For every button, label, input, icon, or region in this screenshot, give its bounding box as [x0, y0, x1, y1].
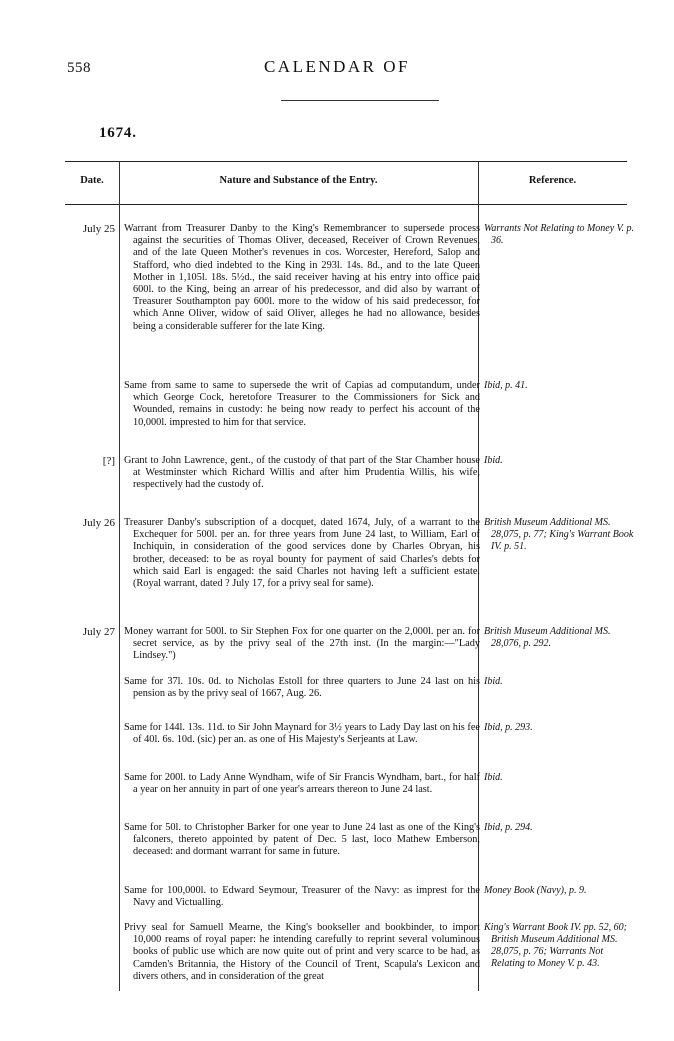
table-header-rule — [65, 204, 627, 205]
entry-text: Treasurer Danby's subscription of a docquet, dated 1674, July, of a warrant to the Exchequer for 500l. per an. for three years from June 24 last, to William, Earl of Inchiquin, in consideration of the good services done by Charles Obryan, his brother, deceased: to be as royal bounty for payment of said Charles's debts for which said Earl is engaged: the said Charles not having left a sufficient estate. (Royal warrant, dated ? July 17, for a privy seal for same). — [124, 517, 480, 590]
entry-text: Same for 200l. to Lady Anne Wyndham, wife of Sir Francis Wyndham, bart., for half a year on her annuity in part of one year's arrears thereon to June 24 last. — [124, 772, 480, 796]
column-header-date: Date. — [80, 175, 104, 186]
entry-date: [?] — [102, 455, 115, 467]
running-title: CALENDAR OF — [263, 57, 411, 76]
calendar-table — [65, 161, 634, 991]
table-top-rule — [65, 161, 627, 162]
entry-text: Money warrant for 500l. to Sir Stephen Fox for one quarter on the 2,000l. per an. for secret service, as by the privy seal of the 27th inst. (In the margin:—"Lady Lindsey.") — [124, 626, 480, 662]
entry-text: Same for 100,000l. to Edward Seymour, Treasurer of the Navy: as imprest for the Navy and Victualling. — [124, 885, 480, 909]
entry-reference: Ibid, p. 294. — [484, 822, 533, 833]
year-heading: 1674. — [99, 125, 137, 141]
header-rule — [281, 100, 439, 101]
entry-reference: King's Warrant Book IV. pp. 52, 60; British Museum Additional MS. 28,075, p. 76; Warrants Not Relating to Money V. p. 43. — [484, 922, 627, 969]
entry-date: July 27 — [82, 626, 115, 638]
entry-text: Privy seal for Samuell Mearne, the King's bookseller and bookbinder, to import 10,000 reams of royal paper: he intending carefully to reprint several voluminous books of public use which are now quite out of print and very scarce to be had, as Camden's Britannia, the History of the Council of Trent, Scapula's Lexicon and divers others, and in consideration of the great — [124, 922, 480, 982]
entry-date: July 26 — [82, 517, 115, 529]
column-header-reference: Reference. — [528, 175, 577, 186]
entry-reference: Ibid, p. 293. — [484, 722, 533, 733]
entry-reference: Ibid, p. 41. — [484, 380, 528, 391]
column-divider-date — [119, 161, 120, 991]
entry-reference: Ibid. — [484, 772, 503, 783]
entry-text: Same for 144l. 13s. 11d. to Sir John Maynard for 3½ years to Lady Day last on his fee of 40l. 6s. 10d. (sic) per an. as one of His Majesty's Serjeants at Law. — [124, 722, 480, 746]
entry-reference: Money Book (Navy), p. 9. — [484, 885, 587, 896]
entry-reference: British Museum Additional MS. 28,075, p. 77; King's Warrant Book IV. p. 51. — [484, 517, 634, 552]
entry-text: Same for 50l. to Christopher Barker for one year to June 24 last as one of the King's falconers, thereto appointed by patent of Dec. 5 last, loco Mathew Emberson, deceased: and dormant warrant for same in future. — [124, 822, 480, 858]
entry-text: Same from same to same to supersede the writ of Capias ad computandum, under which George Cock, heretofore Treasurer to the Commissioners for Sick and Wounded, remains in custody: he being now ready to perfect his account of the 10,000l. imprested to him for that service. — [124, 380, 480, 428]
column-header-nature: Nature and Substance of the Entry. — [219, 175, 378, 186]
entry-reference: Ibid. — [484, 676, 503, 687]
entry-reference: Ibid. — [484, 455, 503, 466]
entry-reference: British Museum Additional MS. 28,076, p. 292. — [484, 626, 611, 649]
entry-text: Same for 37l. 10s. 0d. to Nicholas Estoll for three quarters to June 24 last on his pension as by the privy seal of 1667, Aug. 26. — [124, 676, 480, 700]
page-number: 558 — [67, 60, 91, 76]
entry-text: Grant to John Lawrence, gent., of the custody of that part of the Star Chamber house at Westminster which Richard Willis and after him Prudentia Willis, his wife, respectively had the custody of. — [124, 455, 480, 491]
entry-text: Warrant from Treasurer Danby to the King's Remembrancer to supersede process against the securities of Thomas Oliver, deceased, Receiver of Crown Revenues, and of the late Queen Mother's revenues in cos. Worcester, Hereford, Salop and Stafford, who died indebted to the King in 293l. 14s. 8d., and to the late Queen Mother in 1,105l. 18s. 5½d., the said receiver having at his entry into office paid 600l. to the King, being an arrear of his predecessor, and did also by warrant of Treasurer Southampton pay 600l. more to the widow of his said predecessor, for which Anne Oliver, widow of said Oliver, alleges he had no allowance, besides being a considerable sufferer for the late King. — [124, 223, 480, 332]
entry-reference: Warrants Not Relating to Money V. p. 36. — [484, 223, 634, 246]
entry-date: July 25 — [82, 223, 115, 235]
